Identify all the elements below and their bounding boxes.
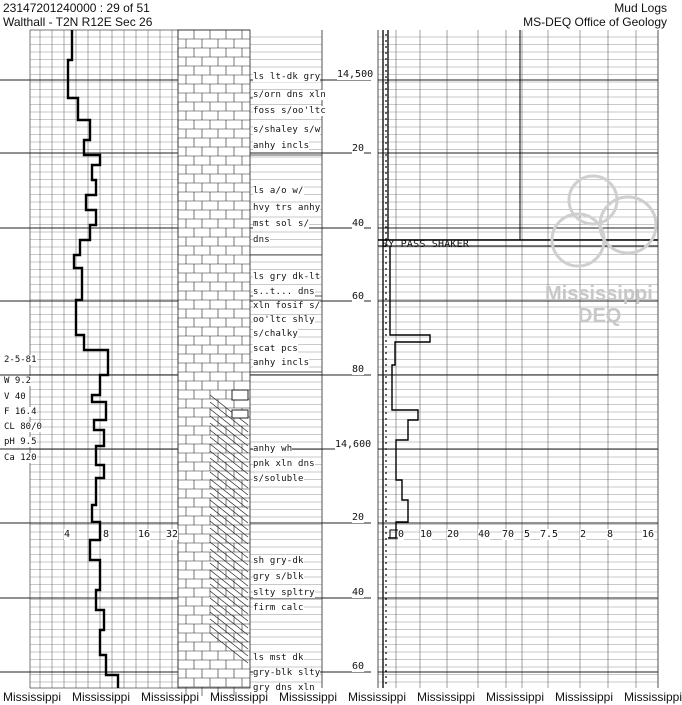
mud-property: 2-5-81 bbox=[4, 355, 37, 365]
watermark-subtitle: DEQ bbox=[578, 305, 622, 327]
lithology-note: s..t... dns bbox=[253, 287, 315, 297]
lithology-note: hvy trs anhy bbox=[253, 203, 321, 213]
footer-watermark-text: Mississippi bbox=[210, 690, 269, 704]
lithology-note: sh gry-dk bbox=[253, 556, 304, 566]
drill-rate-scale-tick: 8 bbox=[103, 529, 110, 540]
depth-label: 80 bbox=[352, 364, 365, 375]
drill-rate-track bbox=[68, 30, 118, 688]
mud-property: Ca 120 bbox=[4, 453, 37, 463]
gas-scale-tick: 7.5 bbox=[540, 529, 559, 540]
lithology-note: anhy incls bbox=[253, 358, 310, 368]
depth-label: 40 bbox=[352, 587, 365, 598]
lithology-note: pnk xln dns bbox=[253, 459, 315, 469]
depth-label: 20 bbox=[352, 512, 365, 523]
footer-watermark-text: Mississippi bbox=[417, 690, 476, 704]
depth-label: 14,600 bbox=[335, 439, 372, 450]
mud-property: CL 80/0 bbox=[4, 422, 42, 432]
deq-seal-watermark bbox=[548, 170, 668, 280]
lithology-note: gry s/blk bbox=[253, 572, 304, 582]
depth-label: 14,500 bbox=[337, 69, 374, 80]
watermark-title: Mississippi bbox=[545, 283, 653, 305]
lithology-column bbox=[178, 30, 250, 696]
mud-property: V 40 bbox=[4, 392, 26, 402]
lithology-note: s/chalky bbox=[253, 329, 298, 339]
gas-scale-tick: 8 bbox=[607, 529, 614, 540]
lithology-note: xln fosif s/ bbox=[253, 301, 321, 311]
agency-name: MS-DEQ Office of Geology bbox=[523, 15, 667, 29]
file-id: 23147201240000 : 29 of 51 bbox=[3, 1, 150, 15]
footer-watermark-text: Mississippi bbox=[348, 690, 407, 704]
mud-property: pH 9.5 bbox=[4, 437, 37, 447]
lithology-note: scat pcs bbox=[253, 344, 298, 354]
depth-label: 60 bbox=[352, 291, 365, 302]
mud-property: W 9.2 bbox=[4, 376, 32, 386]
lithology-note: ls a/o w/ bbox=[253, 186, 304, 196]
lithology-note: oo'ltc shly bbox=[253, 315, 315, 325]
lithology-note: slty spltry bbox=[253, 588, 315, 598]
drill-rate-scale-tick: 16 bbox=[138, 529, 151, 540]
depth-label: 60 bbox=[352, 661, 365, 672]
gas-scale-tick: 20 bbox=[447, 529, 460, 540]
lithology-note: s/shaley s/w bbox=[253, 125, 321, 135]
lithology-note: dns bbox=[253, 235, 270, 245]
well-location: Walthall - T2N R12E Sec 26 bbox=[3, 15, 153, 29]
footer-watermark-text: Mississippi bbox=[555, 690, 614, 704]
lithology-note: gry-blk slty bbox=[253, 668, 321, 678]
lithology-note: anhy wh bbox=[253, 444, 293, 454]
document-type: Mud Logs bbox=[614, 1, 667, 15]
footer-watermark-text: Mississippi bbox=[624, 690, 682, 704]
drill-rate-scale-tick: 4 bbox=[64, 529, 71, 540]
gas-scale-tick: 70 bbox=[502, 529, 515, 540]
footer-watermark-text: Mississippi bbox=[72, 690, 131, 704]
gas-scale-tick: 16 bbox=[642, 529, 655, 540]
lithology-note: ls gry dk-lt bbox=[253, 272, 321, 282]
drill-rate-scale-tick: 32 bbox=[166, 529, 179, 540]
depth-label: 20 bbox=[352, 143, 365, 154]
bypass-shaker-annotation: BY PASS SHAKER bbox=[382, 239, 470, 250]
footer-watermark-text: Mississippi bbox=[3, 690, 62, 704]
depth-label: 40 bbox=[352, 218, 365, 229]
footer-watermark-text: Mississippi bbox=[141, 690, 200, 704]
lithology-note: firm calc bbox=[253, 603, 304, 613]
lithology-note: foss s/oo'ltc bbox=[253, 106, 327, 116]
lithology-note: s/soluble bbox=[253, 474, 304, 484]
gas-scale-tick: 40 bbox=[478, 529, 491, 540]
footer-watermark-text: Mississippi bbox=[279, 690, 338, 704]
gas-scale-tick: 2 bbox=[580, 529, 587, 540]
mud-property: F 16.4 bbox=[4, 407, 37, 417]
gas-scale-tick: 5 bbox=[524, 529, 531, 540]
lithology-note: s/orn dns xln bbox=[253, 90, 327, 100]
gas-scale-tick: 10 bbox=[420, 529, 433, 540]
gas-scale-tick: 0 bbox=[398, 529, 405, 540]
lithology-note: ls lt-dk gry bbox=[253, 72, 321, 82]
lithology-note: gry dns xln bbox=[253, 683, 315, 693]
footer-watermark-text: Mississippi bbox=[486, 690, 545, 704]
lithology-note: mst sol s/ bbox=[253, 219, 310, 229]
lithology-note: ls mst dk bbox=[253, 653, 304, 663]
lithology-note: anhy incls bbox=[253, 141, 310, 151]
